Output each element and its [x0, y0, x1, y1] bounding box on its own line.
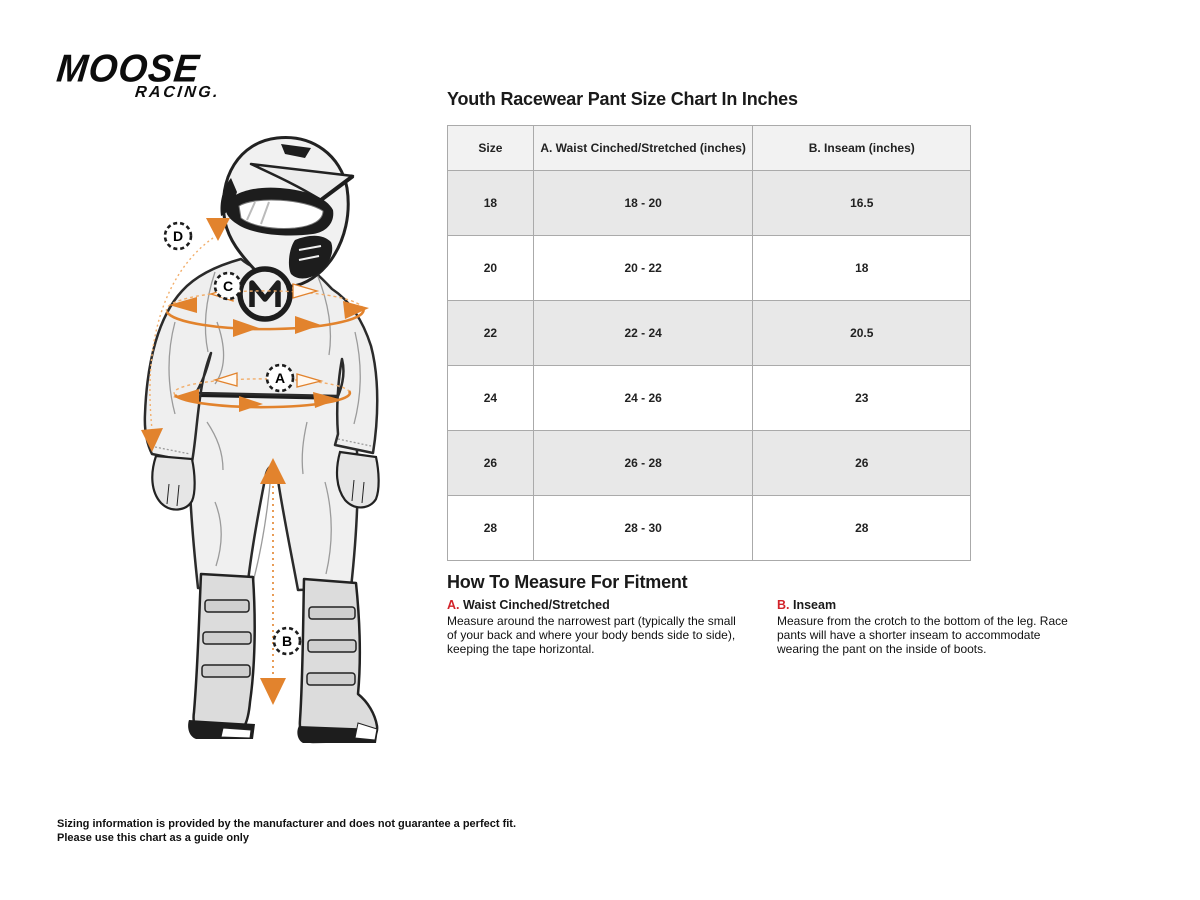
size-cell: 20 - 22	[533, 236, 753, 301]
measure-description-waist: Measure around the narrowest part (typically the small of your back and where your body bends side to side), keeping the tape horizontal.	[447, 614, 736, 657]
size-cell: 18	[753, 236, 971, 301]
svg-text:A: A	[274, 370, 286, 386]
label-a	[267, 365, 293, 391]
table-row	[448, 301, 971, 366]
pants	[189, 393, 358, 590]
size-chart-title: Youth Racewear Pant Size Chart In Inches	[447, 89, 798, 109]
size-cell: 23	[753, 366, 971, 431]
column-header-inseam: B. Inseam (inches)	[753, 126, 971, 171]
size-chart-table-body	[448, 171, 971, 561]
logo-word-moose: MOOSE	[54, 46, 203, 91]
size-cell: 22	[448, 301, 534, 366]
size-cell: 24	[448, 366, 534, 431]
measure-item-inseam-heading	[777, 598, 1085, 612]
how-to-measure-title: How To Measure For Fitment	[447, 572, 688, 592]
disclaimer-line2: Please use this chart as a guide only	[57, 832, 249, 845]
label-c	[215, 273, 241, 299]
disclaimer-line1: Sizing information is provided by the manufacturer and does not guarantee a perfect fit.	[57, 818, 517, 830]
size-cell: 18 - 20	[533, 171, 753, 236]
column-header-size: Size	[448, 126, 534, 171]
size-cell: 24 - 26	[533, 366, 753, 431]
measure-item-inseam	[777, 598, 1085, 656]
rider-measurement-figure	[55, 122, 425, 747]
column-header-waist: A. Waist Cinched/Stretched (inches)	[533, 126, 753, 171]
table-header-row	[448, 126, 971, 171]
svg-text:C: C	[222, 278, 234, 294]
size-cell: 18	[448, 171, 534, 236]
table-row	[448, 171, 971, 236]
label-b	[274, 628, 300, 654]
table-row	[448, 431, 971, 496]
measure-label-waist: Waist Cinched/Stretched	[462, 598, 610, 612]
size-cell: 20.5	[753, 301, 971, 366]
disclaimer	[57, 817, 516, 846]
moose-chest-logo	[240, 269, 290, 319]
size-cell: 26	[753, 431, 971, 496]
size-cell: 20	[448, 236, 534, 301]
measure-key-a: A.	[447, 598, 460, 612]
size-cell: 16.5	[753, 171, 971, 236]
rider-figure-svg	[55, 122, 425, 747]
measure-description-inseam: Measure from the crotch to the bottom of the leg. Race pants will have a shorter inseam to accommodate wearing the pant on the inside of boots.	[777, 614, 1068, 657]
size-cell: 28	[448, 496, 534, 561]
measure-key-b: B.	[777, 598, 790, 612]
size-cell: 22 - 24	[533, 301, 753, 366]
boots	[188, 574, 378, 743]
size-chart-table	[447, 125, 971, 561]
table-row	[448, 236, 971, 301]
size-cell: 28	[753, 496, 971, 561]
logo-word-racing: RACING.	[134, 84, 222, 101]
measure-item-waist	[447, 598, 749, 656]
measure-label-inseam: Inseam	[792, 598, 837, 612]
size-cell: 28 - 30	[533, 496, 753, 561]
table-row	[448, 496, 971, 561]
svg-text:B: B	[281, 633, 293, 649]
svg-text:D: D	[172, 228, 184, 244]
measure-item-waist-heading	[447, 598, 749, 612]
table-row	[448, 366, 971, 431]
size-cell: 26	[448, 431, 534, 496]
size-cell: 26 - 28	[533, 431, 753, 496]
moose-racing-logo	[54, 46, 257, 101]
label-d	[165, 223, 191, 249]
